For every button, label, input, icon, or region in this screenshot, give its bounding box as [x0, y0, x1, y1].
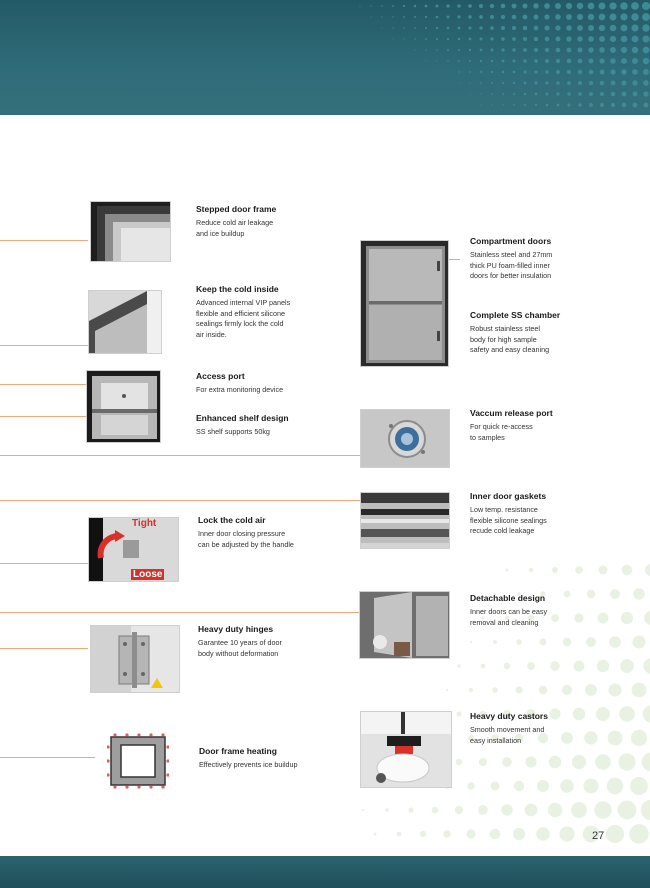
feature-title: Enhanced shelf design: [196, 413, 289, 423]
feature-desc: Inner doors can be easy removal and cleaning: [470, 607, 548, 627]
feature-title: Inner door gaskets: [470, 491, 547, 501]
guide-line: [0, 384, 88, 385]
castor-photo: [360, 711, 452, 788]
guide-line: [0, 345, 88, 346]
feature-lock-cold-air: [198, 515, 358, 550]
door-seal-photo: [88, 290, 162, 354]
guide-line: [0, 240, 88, 241]
guide-line: [0, 648, 88, 649]
feature-title: Keep the cold inside: [196, 284, 279, 294]
guide-line: [0, 757, 95, 758]
guide-line: [0, 500, 360, 501]
feature-desc: For extra monitoring device: [196, 385, 284, 394]
feature-compartment-doors: [470, 236, 645, 282]
feature-title: Lock the cold air: [198, 515, 266, 525]
feature-desc: Inner door closing pressure can be adjusted by the handle: [198, 529, 294, 549]
feature-title: Vaccum release port: [470, 408, 553, 418]
feature-title: Compartment doors: [470, 236, 552, 246]
feature-desc: Stainless steel and 27mm thick PU foam-filled inner doors for better insulation: [470, 250, 553, 280]
page-number: 27: [592, 830, 605, 842]
feature-desc: Robust stainless steel body for high sample safety and easy cleaning: [470, 324, 550, 354]
hinge-photo: [90, 625, 180, 693]
interior-photo: [86, 370, 161, 443]
detachable-photo: [359, 591, 450, 659]
feature-desc: Effectively prevents ice buildup: [199, 760, 298, 769]
feature-access-port: [196, 371, 356, 396]
tight-label: Tight: [132, 518, 157, 529]
loose-label: Loose: [133, 569, 163, 580]
feature-title: Access port: [196, 371, 245, 381]
feature-complete-ss-chamber: [470, 310, 645, 356]
feature-desc: Advanced internal VIP panels flexible and efficient silicone sealings firmly lock the cold air inside.: [196, 298, 291, 339]
feature-desc: For quick re-access to samples: [470, 422, 533, 442]
feature-desc: Low temp. resistance flexible silicone sealings recude cold leakage: [470, 505, 547, 535]
feature-detachable-design: [470, 593, 645, 628]
feature-vaccum-release-port: [470, 408, 645, 443]
feature-title: Complete SS chamber: [470, 310, 561, 320]
compartment-doors-photo: [360, 240, 449, 367]
feature-keep-cold-inside: [196, 284, 356, 340]
door-frame-photo: [90, 201, 171, 262]
guide-line: [0, 563, 88, 564]
heating-diagram: [107, 733, 169, 789]
feature-title: Stepped door frame: [196, 204, 277, 214]
feature-desc: SS shelf supports 50kg: [196, 427, 270, 436]
footer-band: [0, 856, 650, 888]
feature-desc: Smooth movement and easy installation: [470, 725, 545, 745]
release-port-photo: [360, 409, 450, 468]
feature-title: Heavy duty hinges: [198, 624, 274, 634]
gaskets-photo: [360, 492, 450, 549]
feature-heavy-duty-castors: [470, 711, 645, 746]
header-band: [0, 0, 650, 115]
feature-title: Detachable design: [470, 593, 546, 603]
halftone-dots: [310, 0, 650, 115]
feature-enhanced-shelf: [196, 413, 356, 438]
guide-line: [0, 416, 88, 417]
feature-stepped-door-frame: [196, 204, 356, 239]
feature-desc: Reduce cold air leakage and ice buildup: [196, 218, 274, 238]
guide-line: [0, 612, 360, 613]
feature-title: Door frame heating: [199, 746, 277, 756]
feature-title: Heavy duty castors: [470, 711, 548, 721]
guide-line: [0, 455, 360, 456]
feature-inner-door-gaskets: [470, 491, 645, 537]
feature-door-frame-heating: [199, 746, 359, 771]
feature-heavy-duty-hinges: [198, 624, 358, 659]
feature-desc: Garantee 10 years of door body without deformation: [198, 638, 282, 658]
